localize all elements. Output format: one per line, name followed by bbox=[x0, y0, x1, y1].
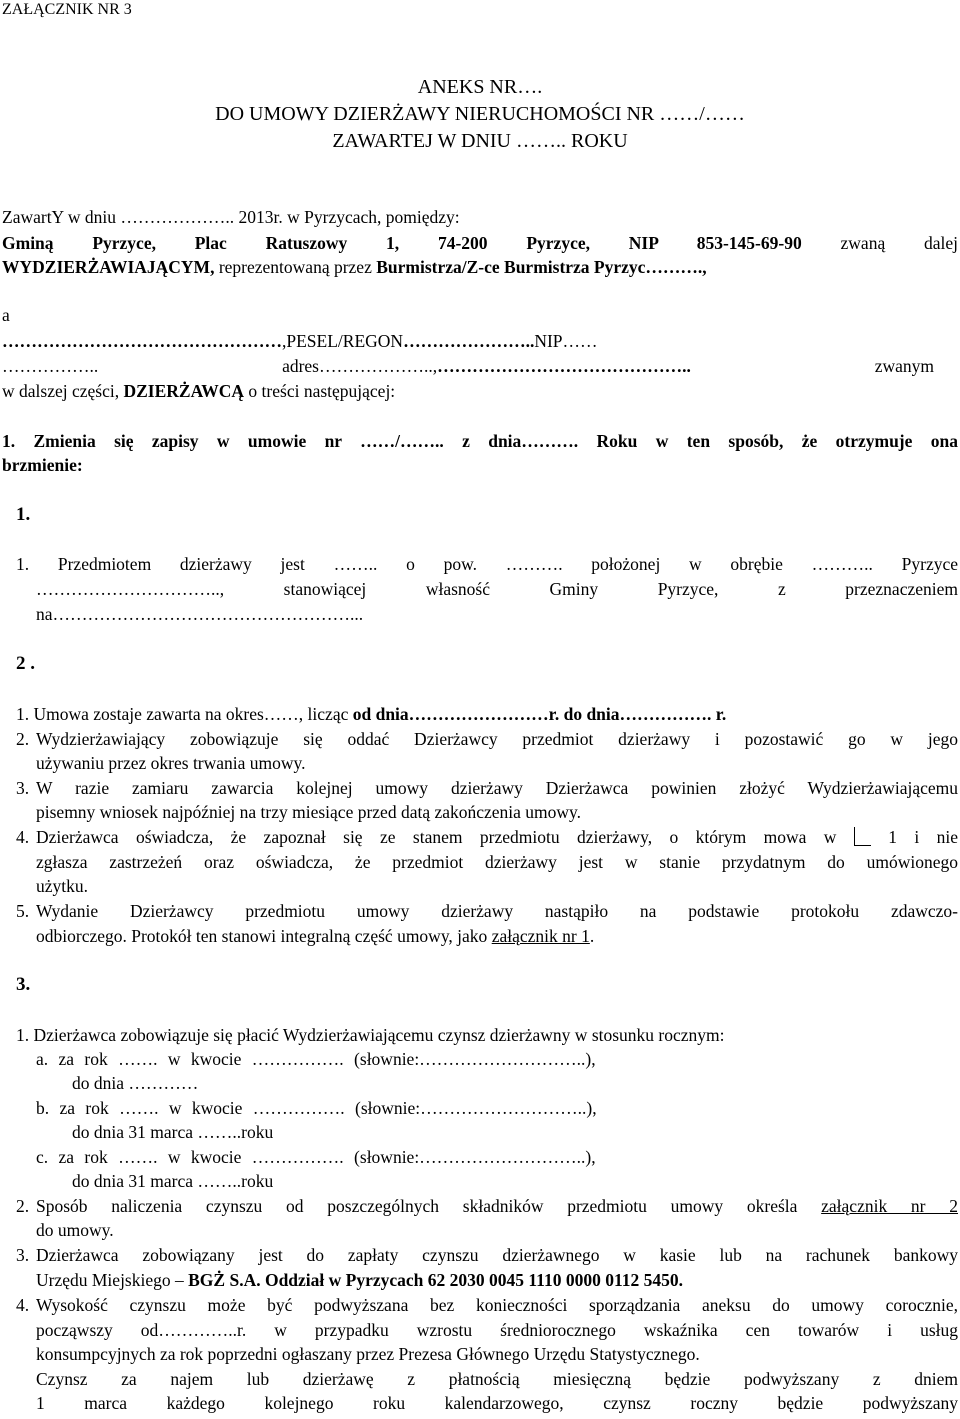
lessor-role: WYDZIERŻAWIAJĄCYM, bbox=[2, 257, 215, 277]
section-2-num-4: 4. bbox=[16, 827, 30, 847]
section-1-line-2: ………………………….., stanowiącej własność Gminy Pyrzyce, z przeznaczeniem bbox=[36, 579, 958, 599]
section-2-num-3: 3. bbox=[16, 778, 30, 798]
intro-line-2 bbox=[2, 231, 958, 255]
section-3-p5-l1: Czynsz za najem lub dzierżawę z płatnością miesięczną będzie podwyższany z dniem bbox=[36, 1369, 958, 1389]
item-b-l1: b. za rok ……. w kwocie ……………. (słownie:………………………..), bbox=[36, 1098, 597, 1118]
intro-line-5: …………………………………………,PESEL/REGON…………………..NIP…… bbox=[2, 331, 598, 351]
title-line-2: DO UMOWY DZIERŻAWY NIERUCHOMOŚCI NR ……/…… bbox=[215, 103, 745, 125]
section-3-p4-l1: Wysokość czynszu może być podwyższana bez konieczności sporządzania aneksu do umowy corocznie, bbox=[36, 1295, 958, 1315]
item-a-l2: do dnia ………… bbox=[72, 1073, 199, 1093]
item-c-l1: c. za rok ……. w kwocie ……………. (słownie:………………………..), bbox=[36, 1147, 596, 1167]
section-3-mark: 3. bbox=[16, 974, 31, 995]
section-1-mark: 1. bbox=[16, 504, 31, 525]
item-a-l1: a. za rok ……. w kwocie ……………. (słownie:………………………..), bbox=[36, 1049, 596, 1069]
section-3-num-4: 4. bbox=[16, 1295, 30, 1315]
section-2-p3-l2: pisemny wniosek najpóźniej na trzy miesiące przed datą zakończenia umowy. bbox=[36, 802, 582, 822]
intro-line-3 bbox=[2, 255, 707, 279]
section-3-p5-l2: 1 marca każdego kolejnego roku kalendarzowego, czynsz roczny będzie podwyższany bbox=[36, 1393, 958, 1413]
section-3-num-3: 3. bbox=[16, 1245, 30, 1265]
section-2-p4-l2: zgłasza zastrzeżeń oraz oświadcza, że przedmiot dzierżawy jest w stanie przydatnym do umówionego bbox=[36, 852, 958, 872]
section-2-p3-l1: W razie zamiaru zawarcia kolejnej umowy dzierżawy Dzierżawca powinien złożyć Wydzierżawiającemu bbox=[36, 778, 958, 798]
section-2-p4-l3: użytku. bbox=[36, 876, 89, 896]
item-b-l2: do dnia 31 marca ……..roku bbox=[72, 1122, 274, 1142]
intro-line-4: a bbox=[2, 305, 10, 325]
intro-line-6: …………….. adres………………..,…………………………………….. zwanym bbox=[2, 356, 934, 376]
change-line-2: brzmienie: bbox=[2, 455, 83, 475]
section-1-line-1: 1. Przedmiotem dzierżawy jest …….. o pow. ………. położonej w obrębie ……….. Pyrzyce bbox=[16, 554, 958, 574]
item-c-l2: do dnia 31 marca ……..roku bbox=[72, 1171, 274, 1191]
section-2-num-2: 2. bbox=[16, 729, 30, 749]
attachment-2-link: załącznik nr 2 bbox=[821, 1196, 959, 1216]
section-2-p2-l2: używaniu przez okres trwania umowy. bbox=[36, 753, 306, 773]
intro-line-7: w dalszej części, DZIERŻAWCĄ o treści następującej: bbox=[2, 381, 396, 401]
section-3-p2-l1: Sposób naliczenia czynszu od poszczególnych składników przedmiotu umowy określa załącznik nr 2 bbox=[36, 1196, 959, 1216]
attachment-1-link: załącznik nr 1 bbox=[491, 926, 590, 946]
section-3-p3-l1: Dzierżawca zobowiązany jest do zapłaty czynszu dzierżawnego w kasie lub na rachunek bankowy bbox=[36, 1245, 958, 1265]
bank-account: BGŻ S.A. Oddział w Pyrzycach 62 2030 0045 1110 0000 0112 5450. bbox=[188, 1270, 684, 1290]
section-3-num-2: 2. bbox=[16, 1196, 30, 1216]
section-3-p3-l2: Urzędu Miejskiego – BGŻ S.A. Oddział w Pyrzycach 62 2030 0045 1110 0000 0112 5450. bbox=[36, 1270, 684, 1290]
title-line-1: ANEKS NR…. bbox=[417, 76, 543, 98]
title-line-3: ZAWARTEJ W DNIU …….. ROKU bbox=[332, 130, 628, 152]
section-1-line-3: na……………………………………………... bbox=[36, 604, 364, 624]
section-3-p4-l2: począwszy od…………..r. w przypadku wzrostu średniorocznego wskaźnika cen towarów i usług bbox=[36, 1320, 958, 1340]
section-2-num-5: 5. bbox=[16, 901, 30, 921]
lessor-called: zwaną dalej bbox=[840, 233, 959, 253]
section-2-p5-l1: Wydanie Dzierżawcy przedmiotu umowy dzierżawy nastąpiło na podstawie protokołu zdawczo- bbox=[36, 901, 958, 921]
section-3-line-1: 1. Dzierżawca zobowiązuje się płacić Wydzierżawiającemu czynsz dzierżawny w stosunku rocznym: bbox=[16, 1025, 725, 1045]
section-sign-icon bbox=[854, 827, 871, 846]
section-2-p4-l1: Dzierżawca oświadcza, że zapoznał się ze stanem przedmiotu dzierżawy, o którym mowa w 1 i nie bbox=[36, 827, 959, 847]
represented-by: reprezentowaną przez bbox=[214, 257, 377, 277]
section-2-line-1: 1. Umowa zostaje zawarta na okres……, licząc od dnia……………………r. do dnia……………. r. bbox=[16, 704, 727, 724]
appendix-label: ZAŁĄCZNIK NR 3 bbox=[2, 1, 132, 18]
section-3-p4-l3: konsumpcyjnych za rok poprzedni ogłaszany przez Prezesa Głównego Urzędu Statystycznego. bbox=[36, 1344, 700, 1364]
change-line-1: 1. Zmienia się zapisy w umowie nr ……/…….. z dnia………. Roku w ten sposób, że otrzymuje ona bbox=[2, 431, 958, 451]
section-2-p5-l2: odbiorczego. Protokół ten stanowi integralną część umowy, jako załącznik nr 1. bbox=[36, 926, 595, 946]
intro-line-1: ZawartY w dniu ……………….. 2013r. w Pyrzycach, pomiędzy: bbox=[2, 207, 460, 227]
section-3-p2-l2: do umowy. bbox=[36, 1220, 114, 1240]
lessor-details: Gminą Pyrzyce, Plac Ratuszowy 1, 74-200 Pyrzyce, NIP 853-145-69-90 bbox=[2, 233, 802, 253]
mayor: Burmistrza/Z-ce Burmistrza Pyrzyc………., bbox=[376, 257, 707, 277]
section-2-p2-l1: Wydzierżawiający zobowiązuje się oddać Dzierżawcy przedmiot dzierżawy i pozostawić go w jego bbox=[36, 729, 958, 749]
section-2-mark: 2 . bbox=[16, 653, 35, 674]
